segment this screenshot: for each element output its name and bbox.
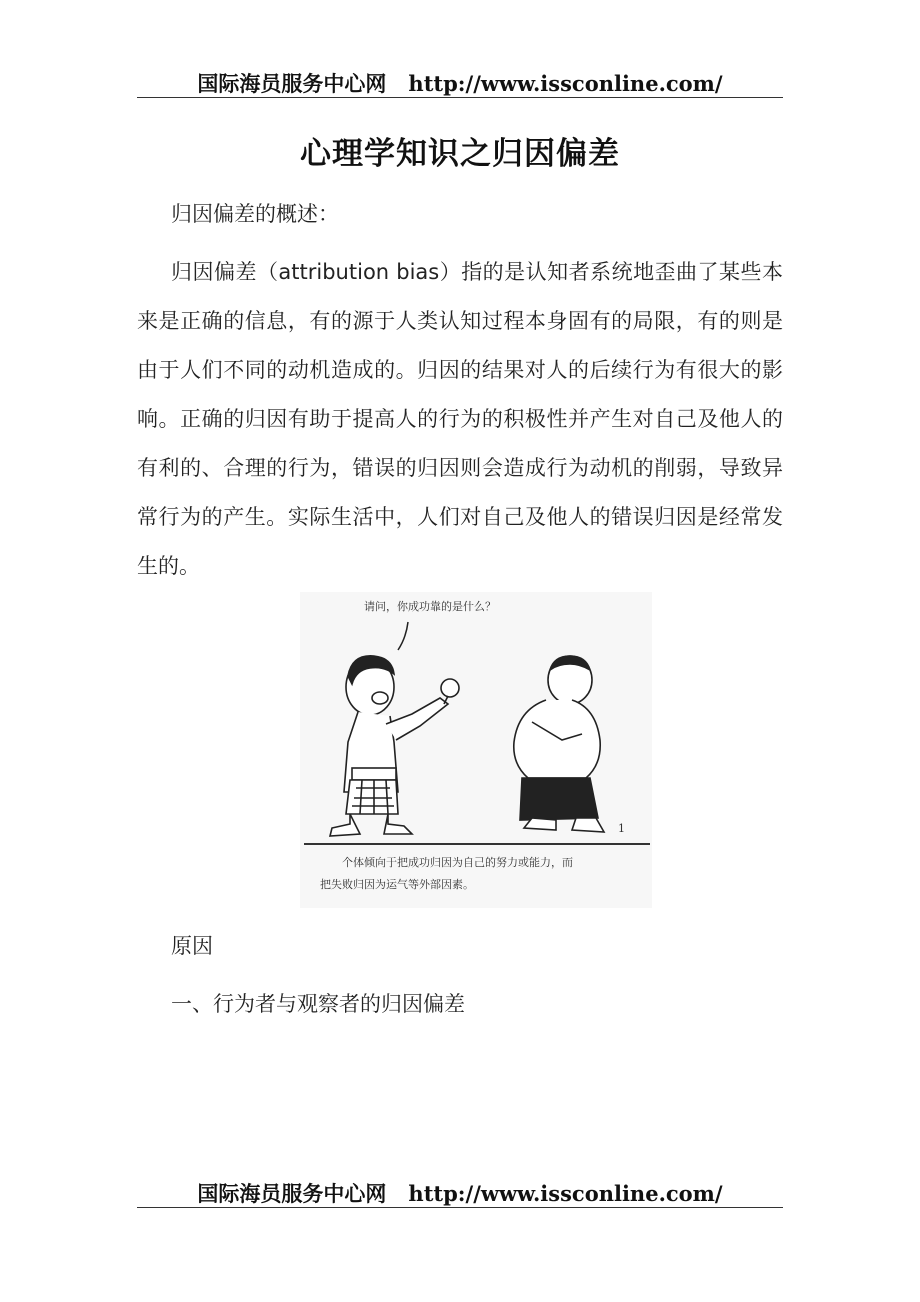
cartoon-figure bbox=[300, 592, 652, 908]
page-footer bbox=[137, 1178, 783, 1208]
section-heading-cause: 原因 bbox=[171, 934, 213, 958]
interviewer-figure bbox=[330, 656, 459, 836]
page-header bbox=[137, 68, 783, 98]
caption-line: 个体倾向于把成功归因为自己的努力或能力，而 bbox=[342, 856, 573, 869]
footer-url[interactable]: http://www.issconline.com/ bbox=[408, 1181, 723, 1206]
interviewee-figure bbox=[514, 656, 604, 832]
subsection-heading: 一、行为者与观察者的归因偏差 bbox=[171, 992, 465, 1016]
caption-line: 把失败归因为运气等外部因素。 bbox=[320, 878, 474, 891]
header-url[interactable]: http://www.issconline.com/ bbox=[408, 71, 723, 96]
paragraph-line: 由于人们不同的动机造成的。归因的结果对人的后续行为有很大的影 bbox=[137, 358, 783, 382]
speech-bubble-text: 请问，你成功靠的是什么？ bbox=[364, 600, 496, 613]
overview-heading: 归因偏差的概述： bbox=[171, 202, 339, 226]
paragraph-line: 归因偏差（attribution bias）指的是认知者系统地歪曲了某些本 bbox=[171, 260, 783, 284]
footer-site-name: 国际海员服务中心网 bbox=[197, 1181, 387, 1206]
panel-number: 1 bbox=[618, 822, 625, 835]
footer-divider bbox=[137, 1207, 783, 1208]
paragraph-line: 来是正确的信息，有的源于人类认知过程本身固有的局限，有的则是 bbox=[137, 309, 783, 333]
paragraph-line: 有利的、合理的行为，错误的归因则会造成行为动机的削弱，导致异 bbox=[137, 456, 783, 480]
header-divider bbox=[137, 97, 783, 98]
paragraph-line: 常行为的产生。实际生活中，人们对自己及他人的错误归因是经常发 bbox=[137, 505, 783, 529]
paragraph-line: 响。正确的归因有助于提高人的行为的积极性并产生对自己及他人的 bbox=[137, 407, 783, 431]
header-site-name: 国际海员服务中心网 bbox=[197, 71, 387, 96]
article-title: 心理学知识之归因偏差 bbox=[300, 136, 620, 172]
paragraph-line: 生的。 bbox=[137, 554, 200, 578]
